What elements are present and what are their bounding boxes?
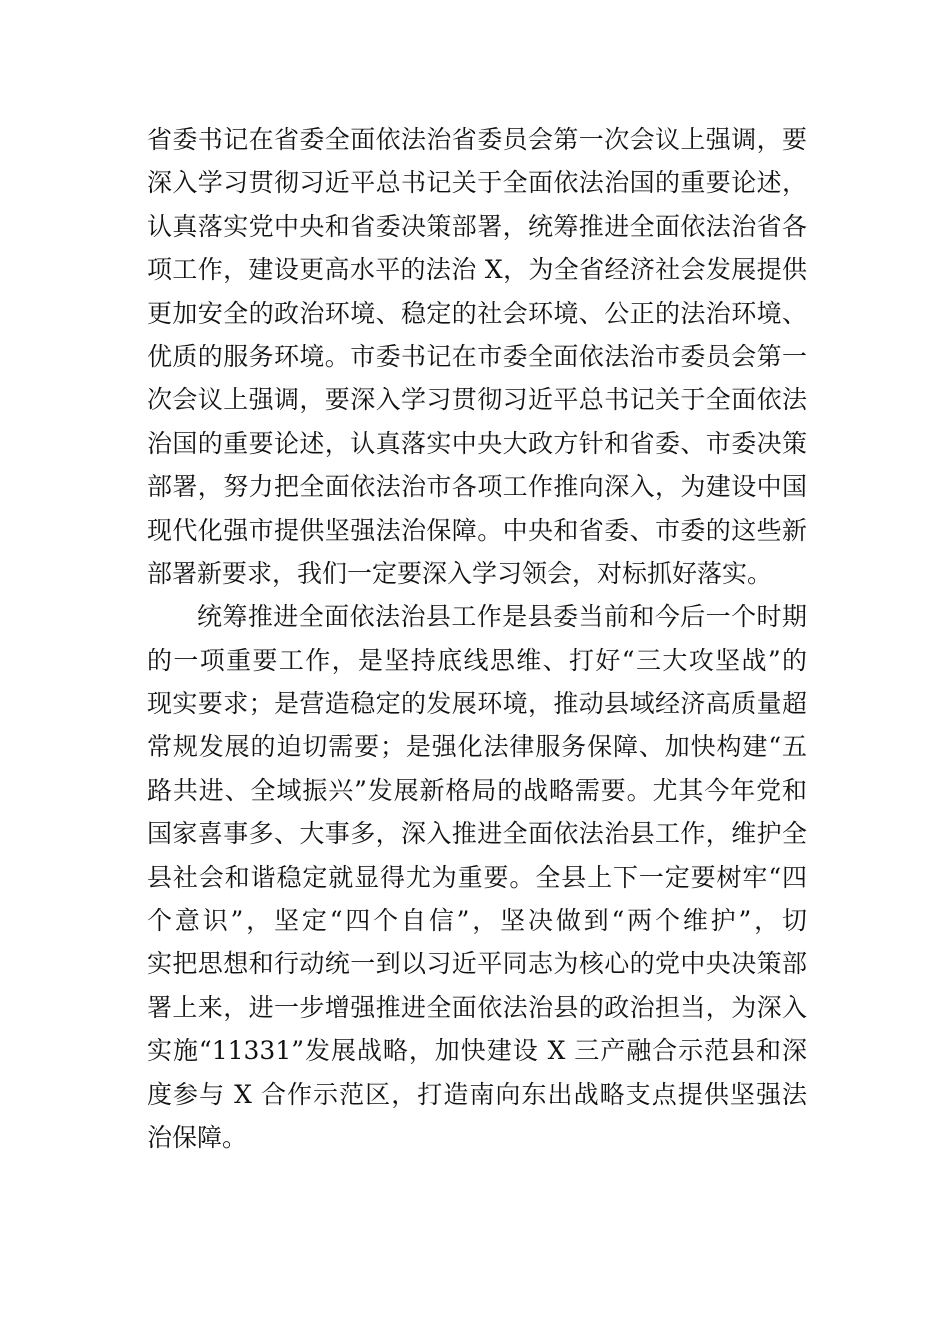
text-line: 现代化强市提供坚强法治保障。中央和省委、市委的这些新	[147, 515, 807, 545]
text-line: 优质的服务环境。市委书记在市委全面依法治市委员会第一	[147, 341, 807, 371]
text-line: 次会议上强调，要深入学习贯彻习近平总书记关于全面依法	[147, 385, 807, 415]
text-line: 部署新要求，我们一定要深入学习领会，对标抓好落实。	[147, 558, 773, 588]
text-line: 个意识”，坚定“四个自信”，坚决做到“两个维护”，切	[147, 906, 807, 936]
text-line: 统筹推进全面依法治县工作是县委当前和今后一个时期	[197, 602, 807, 632]
text-line: 国家喜事多、大事多，深入推进全面依法治县工作，维护全	[147, 819, 807, 849]
text-line: 项工作，建设更高水平的法治 X，为全省经济社会发展提供	[147, 255, 807, 285]
text-line: 治国的重要论述，认真落实中央大政方针和省委、市委决策	[147, 428, 807, 458]
text-line: 县社会和谐稳定就显得尤为重要。全县上下一定要树牢“四	[147, 862, 807, 892]
text-line: 常规发展的迫切需要；是强化法律服务保障、加快构建“五	[147, 732, 807, 762]
text-line: 的一项重要工作，是坚持底线思维、打好“三大攻坚战”的	[147, 645, 807, 675]
text-line: 治保障。	[147, 1122, 248, 1152]
text-line: 深入学习贯彻习近平总书记关于全面依法治国的重要论述，	[147, 168, 807, 198]
text-line: 更加安全的政治环境、稳定的社会环境、公正的法治环境、	[147, 298, 807, 328]
text-line: 路共进、全域振兴”发展新格局的战略需要。尤其今年党和	[147, 775, 807, 805]
document-body	[147, 118, 807, 1159]
paragraph-1	[147, 118, 807, 595]
paragraph-2	[147, 595, 807, 1159]
text-line: 认真落实党中央和省委决策部署，统筹推进全面依法治省各	[147, 211, 807, 241]
text-line: 实把思想和行动统一到以习近平同志为核心的党中央决策部	[147, 949, 807, 979]
text-line: 署上来，进一步增强推进全面依法治县的政治担当，为深入	[147, 992, 807, 1022]
text-line: 部署，努力把全面依法治市各项工作推向深入，为建设中国	[147, 472, 807, 502]
text-line: 省委书记在省委全面依法治省委员会第一次会议上强调，要	[147, 125, 807, 154]
text-line: 现实要求；是营造稳定的发展环境，推动县域经济高质量超	[147, 689, 807, 719]
text-line: 度参与 X 合作示范区，打造南向东出战略支点提供坚强法	[147, 1079, 807, 1109]
text-line: 实施“11331”发展战略，加快建设 X 三产融合示范县和深	[147, 1036, 807, 1066]
